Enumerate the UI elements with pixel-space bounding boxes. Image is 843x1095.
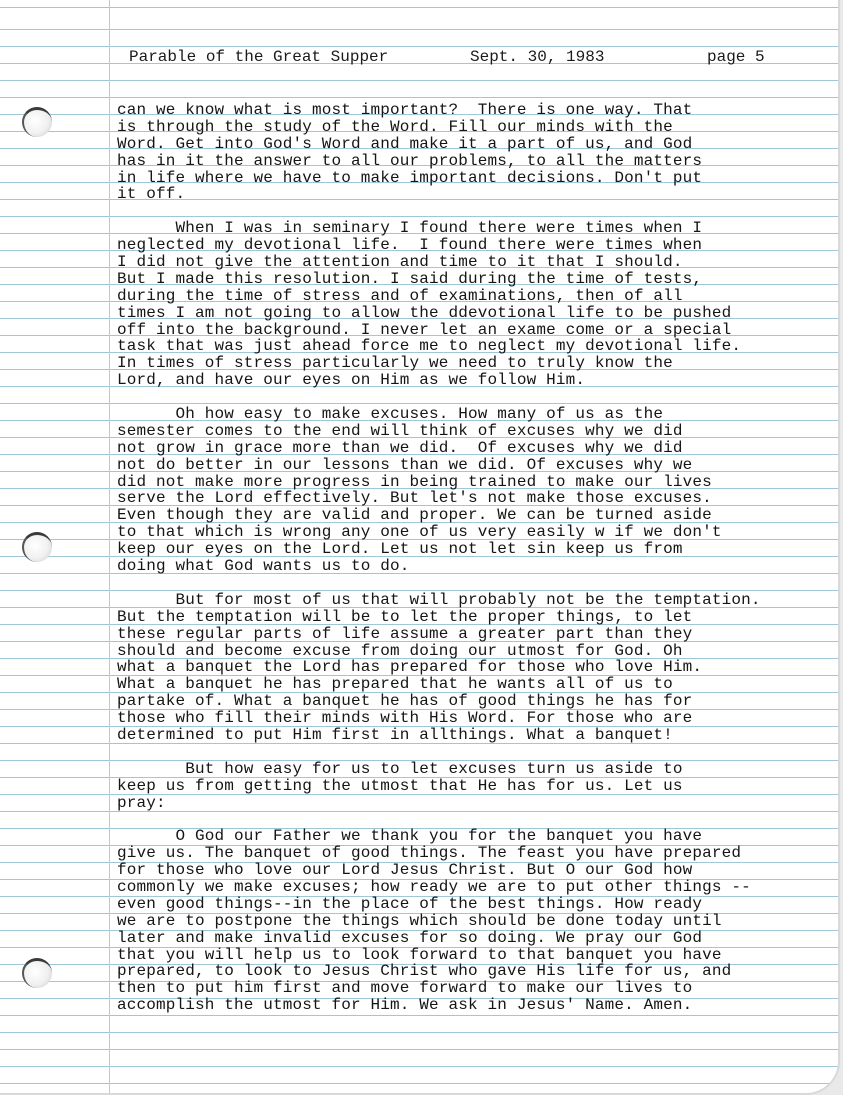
page-header — [129, 48, 789, 68]
text-line: keep us from getting the utmost that He has for us. Let us — [117, 776, 683, 795]
text-line: did not make more progress in being trained to make our lives — [117, 472, 712, 491]
text-line: accomplish the utmost for Him. We ask in Jesus' Name. Amen. — [117, 996, 693, 1015]
document-date: Sept. 30, 1983 — [470, 48, 605, 66]
text-line: it off. — [117, 185, 186, 204]
text-line: But I made this resolution. I said during the time of tests, — [117, 269, 703, 288]
text-line: has in it the answer to all our problems, to all the matters — [117, 151, 703, 170]
text-line: keep our eyes on the Lord. Let us not let sin keep us from — [117, 540, 683, 559]
page-number: page 5 — [707, 48, 765, 66]
text-line: times I am not going to allow the ddevotional life to be pushed — [117, 303, 732, 322]
text-line: then to put him first and move forward to make our lives to — [117, 979, 693, 998]
paragraph — [117, 406, 807, 575]
binder-hole-bottom — [22, 958, 52, 988]
text-line: O God our Father we thank you for the banquet you have — [117, 827, 703, 846]
paragraph — [117, 761, 807, 812]
text-line: In times of stress particularly we need to truly know the — [117, 354, 673, 373]
paragraph — [117, 828, 807, 1014]
binder-hole-top — [22, 107, 52, 137]
text-line: off into the background. I never let an exame come or a special — [117, 320, 732, 339]
text-line: we are to postpone the things which should be done today until — [117, 911, 722, 930]
paragraph — [117, 592, 807, 744]
text-line: Word. Get into God's Word and make it a part of us, and God — [117, 134, 693, 153]
margin-line — [109, 0, 110, 1093]
text-line: during the time of stress and of examinations, then of all — [117, 286, 683, 305]
text-line: task that was just ahead force me to neglect my devotional life. — [117, 337, 742, 356]
text-line: for those who love our Lord Jesus Christ. But O our God how — [117, 861, 693, 880]
text-line: partake of. What a banquet he has of good things he has for — [117, 692, 693, 711]
text-line: these regular parts of life assume a greater part than they — [117, 624, 693, 643]
text-line: Lord, and have our eyes on Him as we follow Him. — [117, 371, 586, 390]
text-line: what a banquet the Lord has prepared for those who love Him. — [117, 658, 703, 677]
binder-hole-middle — [22, 532, 52, 562]
text-line: neglected my devotional life. I found there were times when — [117, 236, 703, 255]
text-line: those who fill their minds with His Word. For those who are — [117, 709, 693, 728]
sermon-text — [117, 102, 807, 1014]
text-line: semester comes to the end will think of excuses why we did — [117, 421, 683, 440]
text-line: later and make invalid excuses for so doing. We pray our God — [117, 928, 703, 947]
text-line: What a banquet he has prepared that he wants all of us to — [117, 675, 673, 694]
text-line: can we know what is most important? There is one way. That — [117, 101, 693, 119]
paragraph — [117, 102, 807, 203]
text-line: Oh how easy to make excuses. How many of us as the — [117, 405, 664, 424]
text-line: to that which is wrong any one of us very easily w if we don't — [117, 523, 722, 542]
text-line: pray: — [117, 793, 166, 812]
document-title: Parable of the Great Supper — [129, 48, 389, 66]
text-line: But how easy for us to let excuses turn us aside to — [117, 759, 683, 778]
text-line: not grow in grace more than we did. Of excuses why we did — [117, 438, 683, 457]
text-line: But for most of us that will probably not be the temptation. — [117, 590, 761, 609]
text-line: not do better in our lessons than we did. Of excuses why we — [117, 455, 693, 474]
text-line: commonly we make excuses; how ready we are to put other things -- — [117, 877, 751, 896]
text-line: even good things--in the place of the best things. How ready — [117, 894, 703, 913]
text-line: give us. The banquet of good things. The feast you have prepared — [117, 844, 742, 863]
text-line: doing what God wants us to do. — [117, 557, 410, 576]
paragraph — [117, 220, 807, 389]
text-line: that you will help us to look forward to that banquet you have — [117, 945, 722, 964]
text-line: serve the Lord effectively. But let's not make those excuses. — [117, 489, 712, 508]
text-line: in life where we have to make important decisions. Don't put — [117, 168, 703, 187]
text-line: prepared, to look to Jesus Christ who gave His life for us, and — [117, 962, 732, 981]
text-line: But the temptation will be to let the proper things, to let — [117, 607, 693, 626]
text-line: I did not give the attention and time to it that I should. — [117, 253, 683, 272]
text-line: Even though they are valid and proper. We can be turned aside — [117, 506, 712, 525]
text-line: should and become excuse from doing our utmost for God. Oh — [117, 641, 683, 660]
text-line: When I was in seminary I found there were times when I — [117, 219, 703, 238]
text-line: determined to put Him first in allthings. What a banquet! — [117, 725, 673, 744]
text-line: is through the study of the Word. Fill our minds with the — [117, 117, 673, 136]
